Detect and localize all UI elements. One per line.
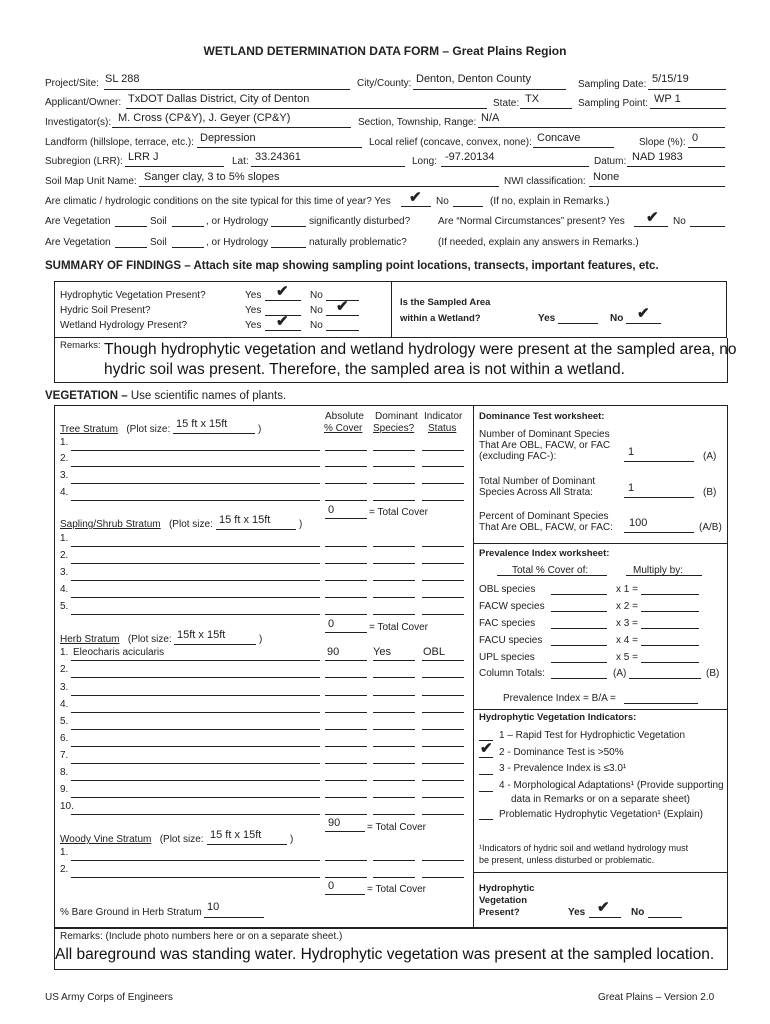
row-number: 1. [60, 647, 69, 658]
prevalence-row-label: FACW species [479, 601, 545, 612]
species-entry-line[interactable] [71, 695, 320, 696]
relief-value[interactable]: Concave [537, 132, 581, 144]
prevalence-product-line[interactable] [641, 662, 699, 663]
prevalence-product-line[interactable] [641, 594, 699, 595]
species-entry-line[interactable] [373, 677, 415, 678]
species-entry-line[interactable] [325, 660, 367, 661]
species-entry-line[interactable] [422, 614, 464, 615]
species-entry-line[interactable] [422, 712, 464, 713]
species-entry-line[interactable] [373, 780, 415, 781]
climatic-question: Are climatic / hydrologic conditions on the site typical for this time of year? Yes [45, 196, 391, 207]
herb-plot-close: ) [259, 634, 263, 645]
herb-dominant-1[interactable]: Yes [373, 646, 391, 658]
herb-stratum-label: Herb Stratum [60, 634, 120, 645]
species-entry-line[interactable] [325, 877, 367, 878]
summary-heading: SUMMARY OF FINDINGS – Attach site map showing sampling point locations, transects, important features, etc. [45, 260, 659, 272]
climatic-no-label: No [436, 196, 449, 207]
species-entry-line[interactable] [71, 677, 320, 678]
row-number: 4. [60, 487, 69, 498]
climatic-yes-check[interactable]: ✔ [409, 189, 422, 206]
species-entry-line[interactable] [373, 597, 415, 598]
species-entry-line[interactable] [422, 563, 464, 564]
herb-status-1[interactable]: OBL [423, 646, 446, 658]
species-entry-line[interactable] [373, 695, 415, 696]
species-entry-line[interactable] [422, 660, 464, 661]
vegetation-remarks: All bareground was standing water. Hydrophytic vegetation was present at the sampled location. [55, 946, 715, 963]
species-entry-line[interactable] [373, 797, 415, 798]
species-entry-line[interactable] [71, 877, 320, 878]
woody-total-label: = Total Cover [367, 884, 427, 895]
prevalence-row-label: FAC species [479, 618, 536, 629]
prevalence-row-multiplier: x 2 = [616, 601, 638, 612]
sapling-plot-size-label: (Plot size: [168, 519, 213, 530]
summary-remarks-line2: hydric soil was present. Therefore, the sampled area is not within a wetland. [104, 361, 625, 378]
species-entry-line[interactable] [373, 763, 415, 764]
sapling-plot-size[interactable]: 15 ft x 15ft [219, 514, 271, 526]
species-entry-line[interactable] [325, 483, 367, 484]
nwi-label: NWI classification: [504, 176, 586, 187]
wetland-hydro-yes-label: Yes [245, 320, 262, 331]
species-entry-line[interactable] [325, 450, 367, 451]
row-number: 4. [60, 699, 69, 710]
species-entry-line[interactable] [422, 580, 464, 581]
indicator-4b: data in Remarks or on a separate sheet) [511, 794, 690, 805]
vegetation-heading [45, 390, 286, 402]
species-entry-line[interactable] [422, 729, 464, 730]
prevalence-cover-line[interactable] [551, 628, 607, 629]
herb-stratum-heading [60, 634, 172, 645]
normal-circumstances-q: Are “Normal Circumstances” present? Yes [438, 216, 625, 227]
row-number: 1. [60, 533, 69, 544]
row-number: 6. [60, 733, 69, 744]
if-needed-note: (If needed, explain any answers in Remarks.) [438, 237, 639, 248]
tree-plot-size[interactable]: 15 ft x 15ft [176, 418, 228, 430]
hydrophytic-present-3: Present? [479, 907, 520, 918]
landform-value[interactable]: Depression [200, 132, 256, 144]
indicators-footnote-2: be present, unless disturbed or problematic. [479, 855, 655, 865]
species-entry-line[interactable] [325, 763, 367, 764]
applicant-value[interactable]: TxDOT Dallas District, City of Denton [128, 93, 310, 105]
sig-disturbed-label: significantly disturbed? [309, 216, 411, 227]
species-entry-line[interactable] [71, 780, 320, 781]
sampled-area-yes-label: Yes [538, 313, 556, 324]
sampled-area-q1: Is the Sampled Area [400, 297, 491, 308]
species-entry-line[interactable] [373, 660, 415, 661]
hydric-soil-label: Hydric Soil Present? [60, 305, 151, 316]
nat-problematic-label: naturally problematic? [309, 237, 407, 248]
tree-plot-close: ) [258, 424, 262, 435]
state-value[interactable]: TX [525, 93, 540, 105]
woody-stratum-label: Woody Vine Stratum [60, 834, 152, 845]
species-entry-line[interactable] [373, 729, 415, 730]
tree-plot-size-label: (Plot size: [126, 424, 171, 435]
hydrology-q2-label: , or Hydrology [206, 237, 269, 248]
prevalence-row-label: UPL species [479, 652, 535, 663]
vegetation-heading-rest: Use scientific names of plants. [127, 390, 287, 402]
prevalence-row-label: OBL species [479, 584, 536, 595]
dominance-b-line1: Total Number of Dominant [479, 476, 596, 487]
species-entry-line[interactable] [325, 614, 367, 615]
row-number: 7. [60, 750, 69, 761]
tree-stratum-heading [60, 424, 170, 435]
row-number: 2. [60, 453, 69, 464]
species-entry-line[interactable] [325, 677, 367, 678]
sapling-total-label: = Total Cover [369, 622, 429, 633]
indicator-2: 2 - Dominance Test is >50% [499, 747, 624, 758]
sampled-area-no-check[interactable]: ✔ [637, 305, 650, 322]
indicator-2-check[interactable]: ✔ [480, 740, 493, 757]
hydrophytic-no-label: No [631, 907, 645, 918]
species-entry-line[interactable] [373, 500, 415, 501]
lat-label: Lat: [232, 156, 249, 167]
species-entry-line[interactable] [373, 450, 415, 451]
soil-map-label: Soil Map Unit Name: [45, 176, 137, 187]
str-label: Section, Township, Range: [358, 117, 477, 128]
species-entry-line[interactable] [373, 580, 415, 581]
tree-total-value[interactable]: 0 [328, 504, 335, 516]
species-entry-line[interactable] [373, 860, 415, 861]
species-entry-line[interactable] [373, 466, 415, 467]
woody-plot-close: ) [290, 834, 294, 845]
row-number: 2. [60, 864, 69, 875]
hydric-soil-no-check[interactable]: ✔ [336, 298, 349, 315]
species-entry-line[interactable] [422, 797, 464, 798]
hydro-veg-label: Hydrophytic Vegetation Present? [60, 290, 206, 301]
hydric-soil-no-label: No [310, 305, 323, 316]
dominance-b-value[interactable]: 1 [628, 482, 635, 494]
row-number: 2. [60, 550, 69, 561]
woody-stratum-heading [60, 834, 204, 845]
sapling-stratum-heading [60, 519, 213, 530]
species-entry-line[interactable] [422, 814, 464, 815]
species-entry-line[interactable] [325, 466, 367, 467]
hydro-veg-yes-label: Yes [245, 290, 262, 301]
lat-value[interactable]: 33.24361 [255, 151, 301, 163]
species-entry-line[interactable] [373, 712, 415, 713]
city-county-value[interactable]: Denton, Denton County [416, 73, 531, 85]
sapling-plot-close: ) [299, 519, 303, 530]
dominance-ab-value[interactable]: 100 [629, 517, 648, 529]
normal-no-label: No [673, 216, 686, 227]
row-number: 3. [60, 470, 69, 481]
species-entry-line[interactable] [422, 677, 464, 678]
sampling-date-value[interactable]: 5/15/19 [652, 73, 689, 85]
species-entry-line[interactable] [325, 580, 367, 581]
species-entry-line[interactable] [325, 712, 367, 713]
prevalence-row-multiplier: x 1 = [616, 584, 638, 595]
investigators-value[interactable]: M. Cross (CP&Y), J. Geyer (CP&Y) [118, 112, 291, 124]
dominance-b-line2: Species Across All Strata: [479, 487, 593, 498]
species-entry-line[interactable] [71, 746, 320, 747]
prevalence-multiply-by: Multiply by: [633, 565, 684, 576]
species-entry-line[interactable] [325, 746, 367, 747]
species-entry-line[interactable] [422, 546, 464, 547]
species-entry-line[interactable] [71, 597, 320, 598]
indicator-1: 1 – Rapid Test for Hydrophictic Vegetation [499, 730, 686, 741]
indicator-4a: 4 - Morphological Adaptations¹ (Provide supporting [499, 780, 724, 791]
vegetation-heading-bold: VEGETATION – [45, 390, 128, 402]
col-species: Species? [373, 423, 415, 434]
prevalence-cover-line[interactable] [551, 662, 607, 663]
hydric-soil-yes-label: Yes [245, 305, 262, 316]
city-county-label: City/County: [357, 78, 412, 89]
prevalence-cover-line[interactable] [551, 594, 607, 595]
prevalence-index-label: Prevalence Index = B/A = [503, 693, 616, 704]
indicators-heading: Hydrophytic Vegetation Indicators: [479, 712, 637, 723]
prevalence-product-line[interactable] [641, 628, 699, 629]
dominance-a-tag: (A) [703, 451, 717, 462]
dominance-ab-line2: That Are OBL, FACW, or FAC: [479, 522, 613, 533]
sampling-point-value[interactable]: WP 1 [654, 93, 681, 105]
subregion-value[interactable]: LRR J [128, 151, 159, 163]
species-entry-line[interactable] [373, 483, 415, 484]
vegetation-q2-label: Are Vegetation [45, 237, 111, 248]
species-entry-line[interactable] [422, 860, 464, 861]
species-entry-line[interactable] [71, 546, 320, 547]
prevalence-cover-line[interactable] [551, 645, 607, 646]
subregion-label: Subregion (LRR): [45, 156, 123, 167]
species-entry-line[interactable] [373, 746, 415, 747]
hydrophytic-present-1: Hydrophytic [479, 883, 535, 894]
applicant-label: Applicant/Owner: [45, 97, 122, 108]
datum-value[interactable]: NAD 1983 [632, 151, 683, 163]
soil-q2-label: Soil [150, 237, 167, 248]
str-value[interactable]: N/A [481, 112, 500, 124]
dominance-heading: Dominance Test worksheet: [479, 411, 605, 422]
hydro-veg-no-label: No [310, 290, 323, 301]
row-number: 5. [60, 601, 69, 612]
species-entry-line[interactable] [373, 546, 415, 547]
relief-label: Local relief (concave, convex, none): [369, 137, 532, 148]
species-entry-line[interactable] [71, 860, 320, 861]
row-number: 4. [60, 584, 69, 595]
prevalence-cover-line[interactable] [551, 611, 607, 612]
herb-cover-1[interactable]: 90 [327, 646, 340, 658]
row-number: 9. [60, 784, 69, 795]
footer-right: Great Plains – Version 2.0 [598, 992, 715, 1003]
summary-remarks-label: Remarks: [60, 340, 101, 351]
project-site-value[interactable]: SL 288 [105, 73, 140, 85]
species-entry-line[interactable] [325, 780, 367, 781]
investigators-label: Investigator(s): [45, 117, 112, 128]
woody-total-value[interactable]: 0 [328, 880, 335, 892]
dominance-b-tag: (B) [703, 487, 717, 498]
prevalence-total-cover-of: Total % Cover of: [512, 565, 589, 576]
species-entry-line[interactable] [71, 483, 320, 484]
species-entry-line[interactable] [325, 500, 367, 501]
row-number: 1. [60, 437, 69, 448]
prevalence-row-multiplier: x 5 = [616, 652, 638, 663]
species-entry-line[interactable] [71, 729, 320, 730]
long-value[interactable]: -97.20134 [445, 151, 495, 163]
hydrology-q1-label: , or Hydrology [206, 216, 269, 227]
species-entry-line[interactable] [325, 546, 367, 547]
sapling-total-value[interactable]: 0 [328, 618, 335, 630]
row-number: 3. [60, 682, 69, 693]
hydro-veg-yes-check[interactable]: ✔ [276, 283, 289, 300]
soil-q1-label: Soil [150, 216, 167, 227]
prevalence-b-tag: (B) [706, 668, 720, 679]
species-entry-line[interactable] [422, 597, 464, 598]
species-entry-line[interactable] [373, 614, 415, 615]
prevalence-product-line[interactable] [641, 611, 699, 612]
herb-total-label: = Total Cover [367, 822, 427, 833]
dominance-a-line3: (excluding FAC-): [479, 451, 557, 462]
species-entry-line[interactable] [422, 877, 464, 878]
species-entry-line[interactable] [373, 563, 415, 564]
species-entry-line[interactable] [373, 877, 415, 878]
nwi-value[interactable]: None [593, 171, 620, 183]
dominance-a-line1: Number of Dominant Species [479, 429, 610, 440]
species-entry-line[interactable] [422, 763, 464, 764]
herb-species-1[interactable]: Eleocharis acicularis [73, 647, 165, 658]
species-entry-line[interactable] [71, 450, 320, 451]
species-entry-line[interactable] [325, 797, 367, 798]
col-dominant: Dominant [375, 411, 418, 422]
long-label: Long: [412, 156, 438, 167]
row-number: 5. [60, 716, 69, 727]
prevalence-heading: Prevalence Index worksheet: [479, 548, 610, 559]
dominance-a-line2: That Are OBL, FACW, or FAC [479, 440, 611, 451]
species-entry-line[interactable] [325, 860, 367, 861]
prevalence-product-line[interactable] [641, 645, 699, 646]
species-entry-line[interactable] [422, 500, 464, 501]
tree-stratum-label: Tree Stratum [60, 424, 118, 435]
species-entry-line[interactable] [71, 797, 320, 798]
species-entry-line[interactable] [422, 483, 464, 484]
dominance-ab-line1: Percent of Dominant Species [479, 511, 609, 522]
prevalence-row-multiplier: x 3 = [616, 618, 638, 629]
species-entry-line[interactable] [71, 614, 320, 615]
prevalence-a-tag: (A) [613, 668, 627, 679]
slope-label: Slope (%): [639, 137, 686, 148]
species-entry-line[interactable] [71, 563, 320, 564]
hydrophytic-yes-label: Yes [568, 907, 586, 918]
species-entry-line[interactable] [422, 450, 464, 451]
prevalence-column-totals: Column Totals: [479, 668, 545, 679]
dominance-a-value[interactable]: 1 [628, 446, 635, 458]
row-number: 3. [60, 567, 69, 578]
vegetation-q1-label: Are Vegetation [45, 216, 111, 227]
col-indicator: Indicator [424, 411, 463, 422]
form-title: WETLAND DETERMINATION DATA FORM – Great Plains Region [203, 44, 567, 58]
herb-total-value[interactable]: 90 [328, 817, 341, 829]
species-entry-line[interactable] [71, 660, 320, 661]
species-entry-line[interactable] [71, 712, 320, 713]
wetland-hydro-label: Wetland Hydrology Present? [60, 320, 188, 331]
indicator-5: Problematic Hydrophytic Vegetation¹ (Explain) [499, 809, 703, 820]
hydrophytic-yes-check[interactable]: ✔ [597, 899, 610, 916]
species-entry-line[interactable] [325, 563, 367, 564]
species-entry-line[interactable] [71, 580, 320, 581]
herb-plot-size-label: (Plot size: [127, 634, 172, 645]
row-number: 8. [60, 767, 69, 778]
woody-plot-size-label: (Plot size: [159, 834, 204, 845]
species-entry-line[interactable] [325, 729, 367, 730]
sapling-stratum-label: Sapling/Shrub Stratum [60, 519, 161, 530]
row-number: 1. [60, 847, 69, 858]
hydrophytic-present-2: Vegetation [479, 895, 528, 906]
species-entry-line[interactable] [71, 500, 320, 501]
tree-total-label: = Total Cover [369, 507, 429, 518]
indicators-footnote-1: ¹Indicators of hydric soil and wetland hydrology must [479, 843, 689, 853]
landform-label: Landform (hillslope, terrace, etc.): [45, 137, 194, 148]
species-entry-line[interactable] [373, 814, 415, 815]
datum-label: Datum: [594, 156, 627, 167]
footer-left: US Army Corps of Engineers [45, 992, 173, 1003]
sampled-area-no-label: No [610, 313, 624, 324]
wetland-hydro-yes-check[interactable]: ✔ [276, 313, 289, 330]
species-entry-line[interactable] [422, 746, 464, 747]
wetland-hydro-no-label: No [310, 320, 323, 331]
summary-remarks-line1: Though hydrophytic vegetation and wetland hydrology were present at the sampled area, no [104, 341, 737, 358]
species-entry-line[interactable] [422, 695, 464, 696]
sampled-area-q2: within a Wetland? [400, 313, 481, 324]
project-site-label: Project/Site: [45, 78, 99, 89]
state-label: State: [493, 98, 520, 109]
normal-yes-check[interactable]: ✔ [646, 209, 659, 226]
species-entry-line[interactable] [325, 695, 367, 696]
indicator-3: 3 - Prevalence Index is ≤3.0¹ [499, 763, 627, 774]
sampling-point-label: Sampling Point: [578, 98, 649, 109]
species-entry-line[interactable] [71, 466, 320, 467]
species-entry-line[interactable] [325, 814, 367, 815]
slope-value[interactable]: 0 [692, 132, 699, 144]
vegetation-remarks-label: Remarks: (Include photo numbers here or on a separate sheet.) [60, 931, 343, 942]
col-cover: % Cover [324, 423, 363, 434]
soil-map-value[interactable]: Sanger clay, 3 to 5% slopes [144, 171, 280, 183]
row-number: 2. [60, 664, 69, 675]
species-entry-line[interactable] [71, 814, 320, 815]
species-entry-line[interactable] [422, 780, 464, 781]
prevalence-row-label: FACU species [479, 635, 543, 646]
row-number: 10. [60, 801, 74, 812]
species-entry-line[interactable] [71, 763, 320, 764]
col-status: Status [428, 423, 457, 434]
species-entry-line[interactable] [325, 597, 367, 598]
species-entry-line[interactable] [422, 466, 464, 467]
woody-plot-size[interactable]: 15 ft x 15ft [210, 829, 262, 841]
col-absolute: Absolute [325, 411, 364, 422]
bare-ground-value[interactable]: 10 [207, 901, 220, 913]
herb-plot-size[interactable]: 15ft x 15ft [177, 629, 226, 641]
bare-ground-label: % Bare Ground in Herb Stratum [60, 907, 202, 918]
prevalence-row-multiplier: x 4 = [616, 635, 638, 646]
dominance-ab-tag: (A/B) [699, 522, 722, 533]
sampling-date-label: Sampling Date: [578, 79, 647, 90]
climatic-note: (If no, explain in Remarks.) [490, 196, 610, 207]
